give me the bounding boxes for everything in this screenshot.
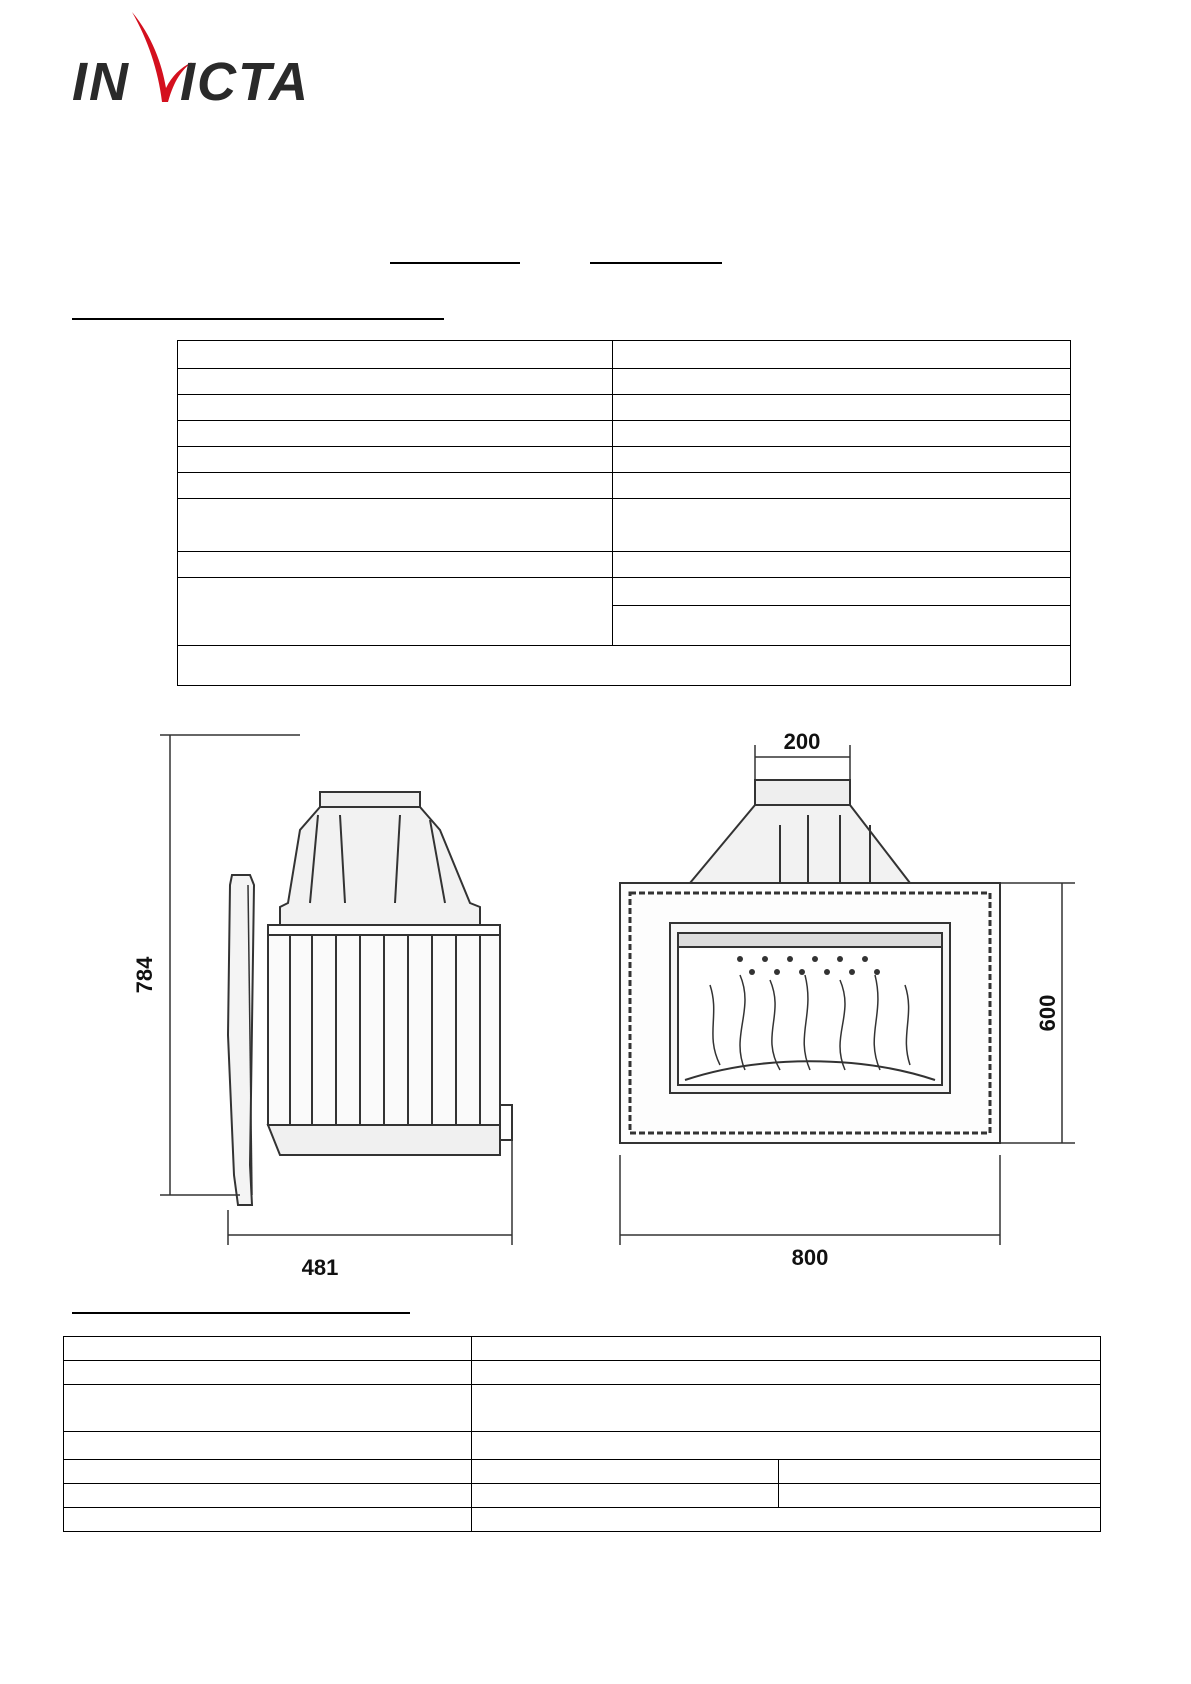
title-underline-2 xyxy=(590,262,722,264)
specifications-table xyxy=(177,340,1071,686)
spec-cell xyxy=(612,499,1071,552)
spec-cell xyxy=(612,369,1071,395)
title-underline-1 xyxy=(390,262,520,264)
spec-cell xyxy=(612,473,1071,499)
install-cell xyxy=(64,1361,472,1385)
install-cell xyxy=(471,1460,779,1484)
install-cell xyxy=(471,1385,1100,1432)
spec-cell xyxy=(178,421,613,447)
invicta-logo xyxy=(70,10,350,110)
fireplace-insert-drawing xyxy=(132,729,1080,1285)
install-cell xyxy=(471,1361,1100,1385)
install-cell xyxy=(64,1337,472,1361)
svg-text:IN: IN xyxy=(72,52,130,112)
spec-cell xyxy=(178,552,613,578)
dimension-depth-side: 481 xyxy=(301,1255,339,1280)
install-cell xyxy=(471,1432,1100,1460)
spec-cell xyxy=(178,395,613,421)
installation-table xyxy=(63,1336,1101,1532)
install-cell xyxy=(779,1484,1101,1508)
install-cell xyxy=(471,1337,1100,1361)
spec-cell xyxy=(612,395,1071,421)
install-cell xyxy=(64,1432,472,1460)
spec-cell xyxy=(612,578,1071,606)
spec-cell xyxy=(612,341,1071,369)
spec-cell xyxy=(178,369,613,395)
dimension-height-front: 600 xyxy=(1035,994,1060,1032)
dimension-height-side: 784 xyxy=(132,956,157,994)
install-cell xyxy=(64,1508,472,1532)
install-cell xyxy=(64,1385,472,1432)
dimension-flue-top: 200 xyxy=(783,729,821,754)
section-heading-underline-2 xyxy=(72,1312,410,1314)
section-heading-underline-1 xyxy=(72,318,444,320)
spec-cell xyxy=(612,606,1071,646)
svg-text:ICTA: ICTA xyxy=(180,52,310,112)
install-cell xyxy=(471,1508,1100,1532)
spec-cell xyxy=(178,646,1071,686)
spec-cell xyxy=(612,447,1071,473)
spec-cell xyxy=(612,552,1071,578)
spec-cell xyxy=(178,578,613,646)
dimension-width-front: 800 xyxy=(791,1245,829,1270)
install-cell xyxy=(64,1484,472,1508)
spec-cell xyxy=(178,499,613,552)
spec-cell xyxy=(178,447,613,473)
spec-cell xyxy=(612,421,1071,447)
spec-cell xyxy=(178,341,613,369)
install-cell xyxy=(779,1460,1101,1484)
install-cell xyxy=(471,1484,779,1508)
install-cell xyxy=(64,1460,472,1484)
spec-cell xyxy=(178,473,613,499)
